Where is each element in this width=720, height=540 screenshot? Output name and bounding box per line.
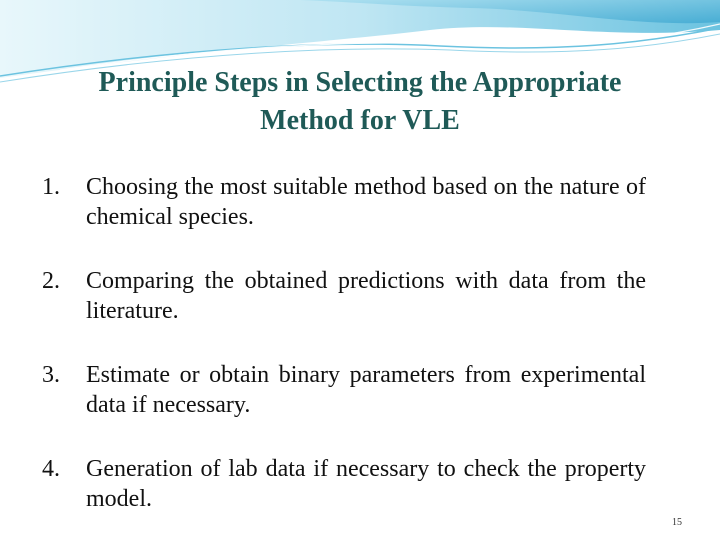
list-item <box>42 454 646 514</box>
list-item-number: 2. <box>42 268 60 294</box>
list-item-text: Estimate or obtain binary parameters from experimental data if necessary. <box>86 362 646 418</box>
slide-title <box>40 64 680 140</box>
list-item <box>42 360 646 420</box>
list-item-text: Choosing the most suitable method based on the nature of chemical species. <box>86 174 646 230</box>
slide-title-line-2: Method for VLE <box>260 105 460 136</box>
steps-list <box>42 172 646 514</box>
list-item-text: Comparing the obtained predictions with data from the literature. <box>86 268 646 324</box>
list-item-number: 1. <box>42 174 60 200</box>
list-item-number: 3. <box>42 362 60 388</box>
page-number: 15 <box>672 517 682 528</box>
list-item <box>42 172 646 232</box>
list-item <box>42 266 646 326</box>
list-item-number: 4. <box>42 456 60 482</box>
slide-title-line-1: Principle Steps in Selecting the Appropriate <box>98 67 622 98</box>
list-item-text: Generation of lab data if necessary to check the property model. <box>86 456 646 512</box>
